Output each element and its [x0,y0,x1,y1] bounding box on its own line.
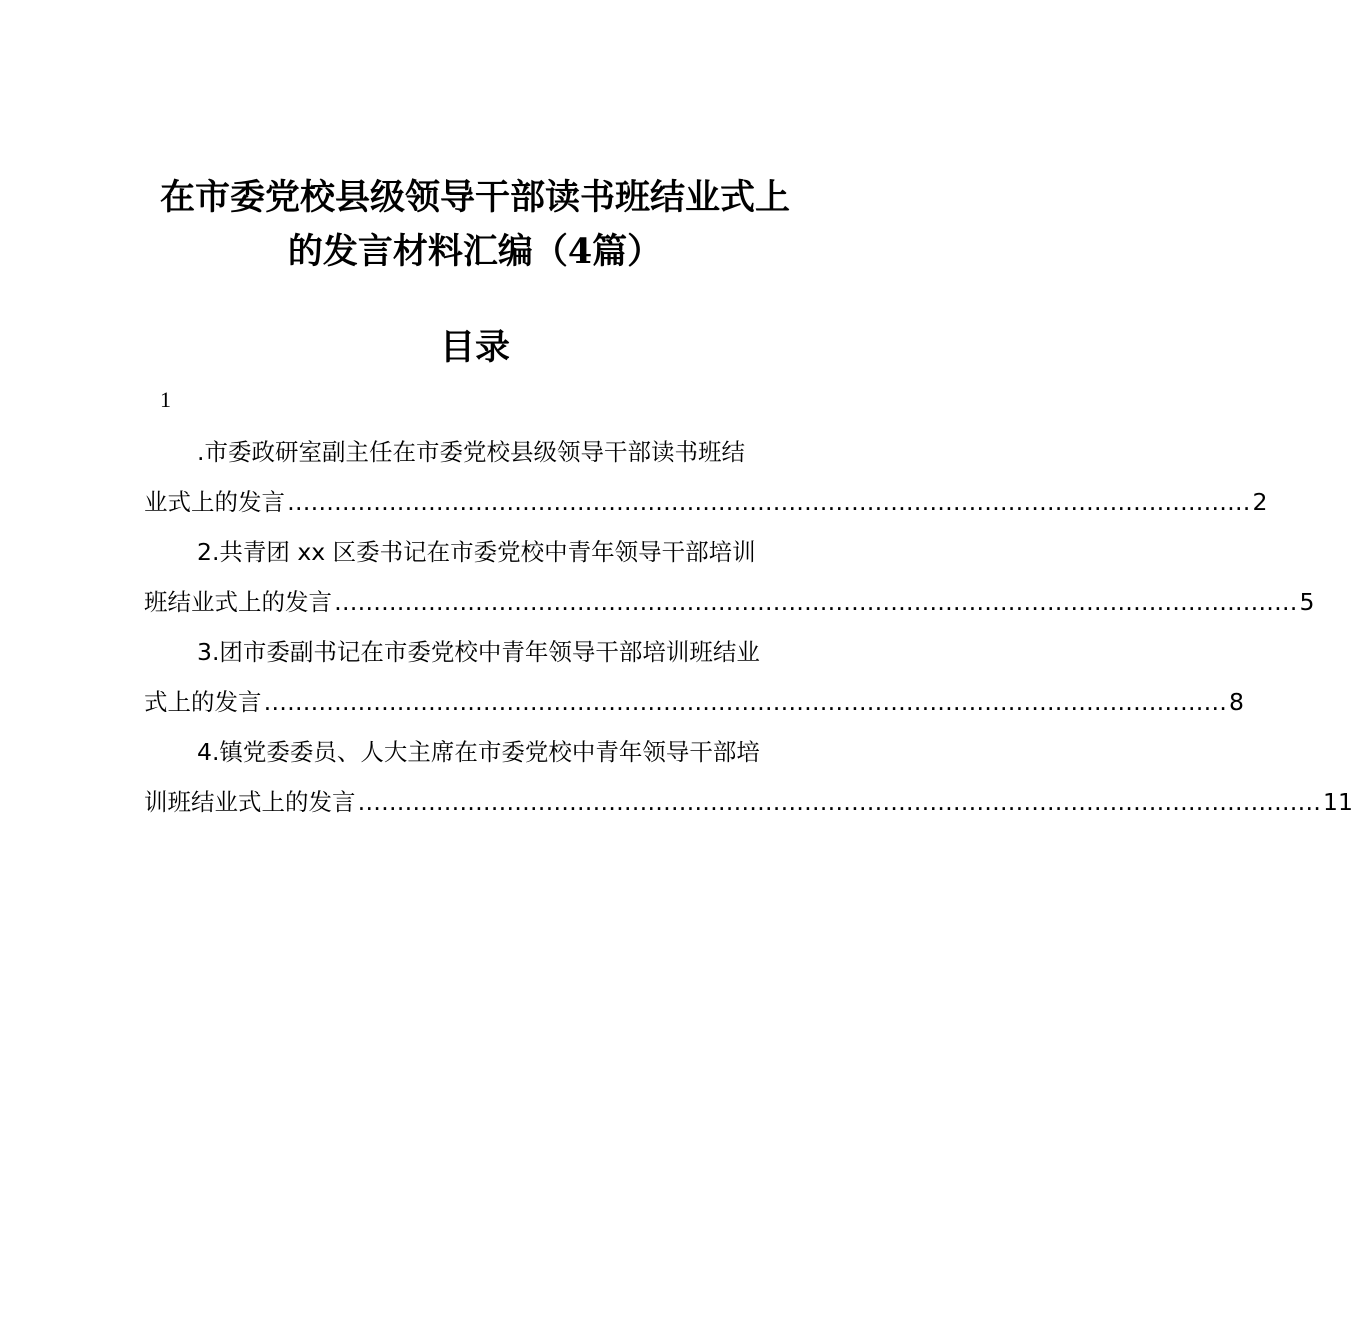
toc-heading: 目录 [439,327,510,368]
toc-entry-4-line-2 [144,784,1353,820]
toc-entry-1-text: 业式上的发言 [144,488,285,516]
toc-entry-1-line-1: .市委政研室副主任在市委党校县级领导干部读书班结 [197,438,745,466]
toc-entry-3-line-1: 3.团市委副书记在市委党校中青年领导干部培训班结业 [197,638,760,666]
toc-leader-dots: …………………………………………………………………………………………………………… [334,588,1298,616]
toc-entry-3-text: 式上的发言 [144,688,262,716]
toc-entry-1-page: 2 [1252,488,1268,516]
toc-entry-4-text: 训班结业式上的发言 [144,788,356,816]
toc-entry-2-page: 5 [1299,588,1315,616]
toc-entry-2-line-1: 2.共青团 xx 区委书记在市委党校中青年领导干部培训 [197,538,756,566]
toc-entry-4-line-1: 4.镇党委委员、人大主席在市委党校中青年领导干部培 [197,738,760,766]
toc-leader-dots: …………………………………………………………………………………………………………… [263,688,1227,716]
document-title-line-2: 的发言材料汇编（4篇） [287,231,663,272]
toc-entry-2-text: 班结业式上的发言 [144,588,332,616]
toc-entry-4-page: 11 [1323,788,1353,816]
toc-entry-3-page: 8 [1229,688,1244,716]
stray-number: 1 [160,387,171,412]
toc-leader-dots: …………………………………………………………………………………………………………… [357,788,1321,816]
toc-entry-2-line-2 [144,584,1315,620]
toc-leader-dots: …………………………………………………………………………………………………………… [287,488,1251,516]
document-title-line-1: 在市委党校县级领导干部读书班结业式上 [159,177,790,218]
toc-entry-3-line-2 [144,684,1244,720]
toc-entry-1-line-2 [144,484,1268,520]
